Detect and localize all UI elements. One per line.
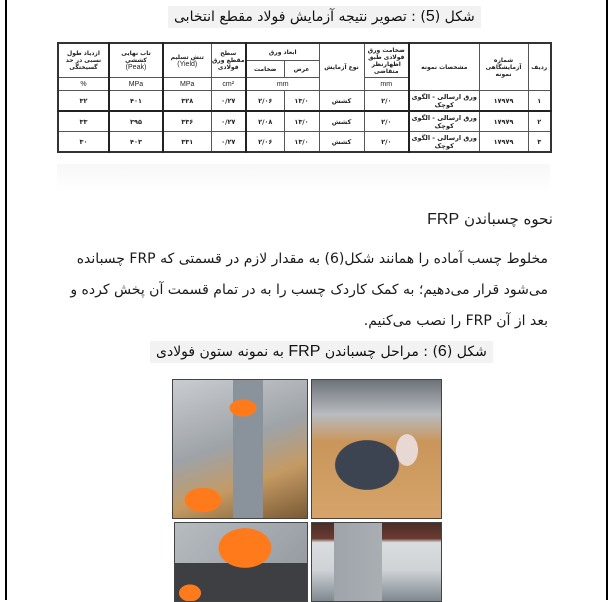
caption-text-end: به نمونه ستون فولادی (156, 344, 289, 360)
cell-cross-section: ۰/۲۷ (211, 132, 246, 153)
cell-thickness: ۲/۰۶ (246, 91, 284, 112)
header-thickness-nominal: ضخامت ورق فولادی طبق اظهارنظر متقاضی (364, 43, 409, 78)
cell-sample-spec: ورق ارسالی - الگوی کوچک (409, 132, 479, 153)
cell-lab-number: ۱۷۹۷۹ (479, 111, 528, 132)
table-row (58, 111, 551, 132)
table-row (58, 132, 551, 153)
cell-thickness: ۲/۰۶ (246, 132, 284, 153)
cell-sample-spec: ورق ارسالی - الگوی کوچک (409, 91, 479, 112)
unit-plate-dims: mm (246, 78, 319, 91)
unit-peak: MPa (109, 78, 163, 91)
photo-applying-adhesive (172, 379, 308, 519)
caption-prefix: شکل ( (446, 344, 487, 360)
frp-application-photos (172, 379, 440, 600)
cell-lab-number: ۱۷۹۷۹ (479, 132, 528, 153)
cell-sample-spec: ورق ارسالی - الگوی کوچک (409, 111, 479, 132)
cell-thickness-nominal: ۲/۰ (364, 132, 409, 153)
photo-pressing-frp-sheet (311, 379, 442, 519)
table-reflection (57, 164, 550, 192)
cell-elongation: ۳۲ (58, 91, 109, 112)
cell-test-type: کشش (319, 111, 364, 132)
caption-text: ) : مراحل چسباندن (320, 344, 438, 360)
caption-frp: FRP (288, 343, 321, 360)
figure-5-caption (168, 6, 481, 28)
heading-text: نحوه چسباندن (463, 210, 553, 228)
unit-elongation: % (58, 78, 109, 91)
cell-thickness-nominal: ۲/۰ (364, 91, 409, 112)
page-border-right (606, 0, 608, 600)
cell-width: ۱۳/۰ (284, 132, 319, 153)
header-sample-spec: مشخصات نمونه (409, 43, 479, 91)
cell-thickness: ۲/۰۸ (246, 111, 284, 132)
section-paragraph: مخلوط چسب آماده را همانند شکل(6) به مقدار لازم در قسمتی که FRP چسبانده می‌شود قرار می‌دهیم؛ به کمک کاردک چسب را به در تمام قسمت آن پخش کرده و بعد از آن FRP را نصب می‌کنیم. (70, 251, 548, 329)
header-peak-en: (Peak) (125, 64, 147, 71)
header-width: عرض (284, 61, 319, 78)
cell-lab-number: ۱۷۹۷۹ (479, 91, 528, 112)
header-yield (163, 43, 211, 78)
header-row-no: ردیف (528, 43, 551, 91)
caption-prefix: شکل ( (434, 9, 475, 25)
cell-row-no: ۳ (528, 132, 551, 153)
header-cross-section: سطح مقطع ورق فولادی (211, 43, 246, 78)
cell-elongation: ۳۰ (58, 132, 109, 153)
header-elongation: ازدیاد طول نسبی در حد گسیختگی (58, 43, 109, 78)
unit-cross-section: cm² (211, 78, 246, 91)
figure-6-caption (150, 341, 493, 363)
header-yield-fa: تنش تسلیم (170, 53, 204, 61)
unit-thickness-nominal: mm (364, 78, 409, 91)
cell-peak: ۴۰۳ (109, 132, 163, 153)
caption-number: 5 (425, 8, 435, 25)
header-plate-dims: ابعاد ورق (246, 43, 319, 61)
cell-thickness-nominal: ۲/۰ (364, 111, 409, 132)
cell-width: ۱۳/۰ (284, 111, 319, 132)
cell-row-no: ۱ (528, 91, 551, 112)
header-thickness: ضخامت (246, 61, 284, 78)
header-yield-en: (Yield) (177, 60, 198, 68)
header-test-type: نوع آزمایش (319, 43, 364, 91)
cell-elongation: ۳۳ (58, 111, 109, 132)
cell-row-no: ۲ (528, 111, 551, 132)
cell-test-type: کشش (319, 132, 364, 153)
section-heading (427, 210, 553, 229)
cell-cross-section: ۰/۲۷ (211, 91, 246, 112)
header-lab-number: شماره آزمایشگاهی نمونه (479, 43, 528, 91)
table-row (58, 91, 551, 112)
cell-peak: ۴۰۱ (109, 91, 163, 112)
cell-yield: ۳۲۸ (163, 91, 211, 112)
header-peak-fa: تاب نهایی کششی (121, 50, 151, 64)
unit-yield: MPa (163, 78, 211, 91)
header-peak (109, 43, 163, 78)
photo-finished-column (311, 522, 442, 602)
heading-frp: FRP (427, 211, 460, 228)
cell-width: ۱۳/۰ (284, 91, 319, 112)
photo-wrapping-column (174, 522, 308, 602)
cell-yield: ۳۳۶ (163, 111, 211, 132)
cell-yield: ۳۳۱ (163, 132, 211, 153)
page-border-left (5, 0, 7, 600)
caption-number: 6 (437, 343, 447, 360)
cell-cross-section: ۰/۲۷ (211, 111, 246, 132)
cell-peak: ۳۹۵ (109, 111, 163, 132)
cell-test-type: کشش (319, 91, 364, 112)
caption-text: ) : تصویر نتیجه آزمایش فولاد مقطع انتخابی (174, 9, 426, 25)
steel-test-results-table (57, 42, 550, 153)
